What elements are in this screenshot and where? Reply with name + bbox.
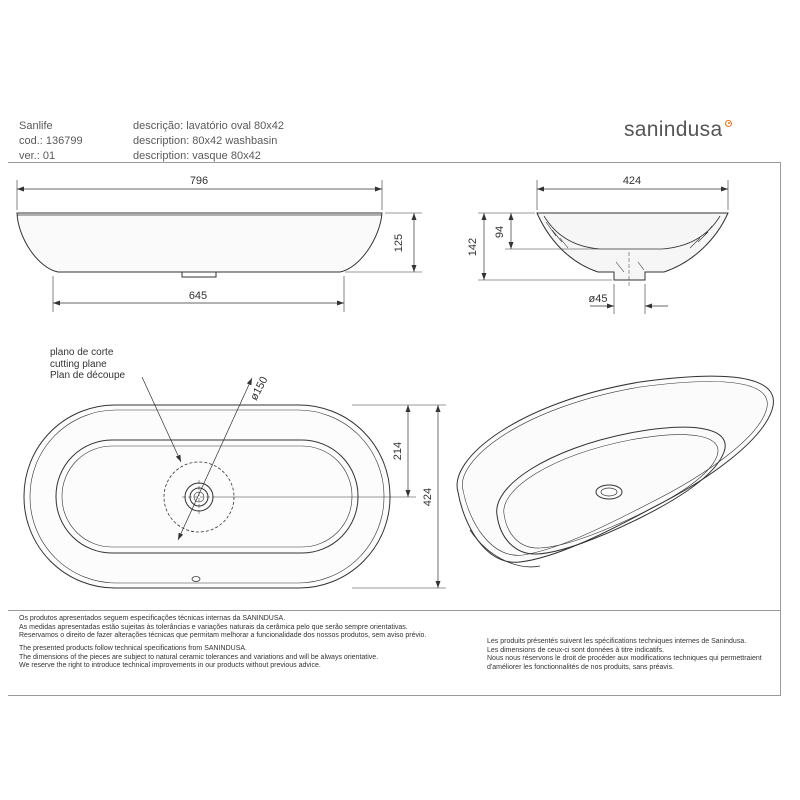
dim-section-height: 142 [467,237,479,257]
notes-fr-line: Les produits présentés suivent les spécifications techniques internes de Sanindusa. [487,638,747,645]
notes-fr [487,638,762,672]
notes-pt [19,615,426,641]
dim-top-half: 214 [392,441,404,461]
notes-pt-line: Reservamos o direito de fazer alterações técnicas que permitam melhorar a funcionalidade dos nossos produtos, sem aviso prévio. [19,632,427,640]
section-outer-shell [537,213,728,280]
side-view [17,180,422,312]
description-en: description: 80x42 washbasin [133,135,278,147]
perspective-outer-rim [457,376,773,562]
description-fr: description: vasque 80x42 [133,150,261,162]
dim-section-inner-depth: 94 [494,225,506,239]
description-pt: descrição: lavatório oval 80x42 [133,120,285,132]
notes-fr-line: Nous nous réservons le droit de procéder aux modifications techniques qui permettraient [487,655,762,663]
dim-drain: ø45 [588,293,608,305]
cutting-plane-en: cutting plane [50,358,107,370]
dim-top-width: 424 [422,487,434,507]
notes-en [19,645,378,671]
product-version: ver.: 01 [19,150,56,162]
brand-logo-text: sanindusa [624,118,723,141]
notes-en-line: We reserve the right to introduce technical improvements in our products without previous advice. [19,662,321,670]
notes-en-line: The presented products follow technical specifications from SANINDUSA. [19,645,247,652]
cutting-plane-label [50,347,125,382]
side-view-drain [182,272,216,277]
dim-side-height: 125 [393,233,405,253]
dim-base-width: 645 [188,290,208,302]
perspective-view [457,376,773,567]
dim-cut-circle: ø150 [248,374,271,403]
notes-fr-line: Les dimensions de ceux-ci sont données à titre indicatifs. [487,646,665,654]
side-view-body [17,213,382,272]
dim-section-width: 424 [622,175,642,187]
notes-pt-line: Os produtos apresentados seguem especificações técnicas internas da SANINDUSA. [19,615,286,622]
dim-side-width: 796 [189,175,209,187]
notes-pt-line: As medidas apresentadas estão sujeitas às tolerâncias e variações naturais da cerâmica pelo que serão sempre orientativas. [19,623,408,631]
notes-en-line: The dimensions of the pieces are subject to natural ceramic tolerances and variations and will be always orientative. [19,653,379,661]
cutting-plane-pt: plano de corte [50,347,114,358]
top-view-outer-rim [24,405,390,588]
product-name: Sanlife [19,120,53,132]
notes-fr-line: d'améliorer les fonctionnalités de nos produits, sans préavis. [487,663,674,671]
cutting-plane-fr: Plan de découpe [50,370,126,381]
product-code: cod.: 136799 [19,135,83,147]
